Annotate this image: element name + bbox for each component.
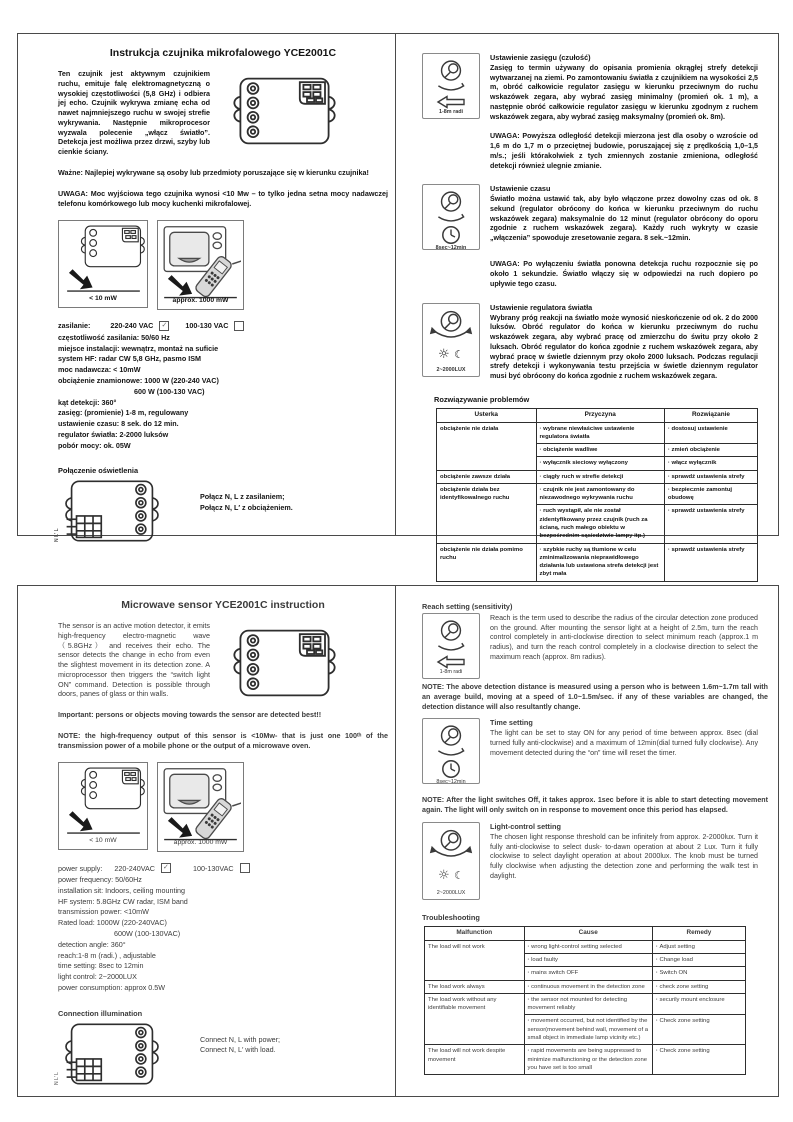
left-arrow-icon (436, 655, 466, 669)
spec-line: system HF: radar CW 5,8 GHz, pasmo ISM (58, 354, 201, 364)
figure-caption: approx. 1000 mW (172, 296, 229, 304)
connection-drawing (58, 1021, 166, 1087)
power-supply-label: zasilanie: (58, 321, 91, 331)
remedy-cell: · Switch ON (652, 967, 745, 980)
en-right-column (422, 586, 774, 1075)
remedy-cell: · włącz wyłącznik (664, 457, 757, 470)
icon-label: 8sec~12min (435, 245, 467, 252)
microwave-phone-figure (160, 765, 241, 847)
figure-high-power (157, 220, 244, 310)
spec-line: reach:1-8 m (radi.) , adjustable (58, 950, 156, 960)
column-divider (395, 34, 396, 535)
light-dial-icon (428, 827, 474, 861)
wire-labels: N L′ L (54, 528, 60, 543)
table-row (437, 470, 758, 483)
motion-arrow-icon (168, 275, 192, 296)
malfunction-cell: The load will not work despite movement (425, 1045, 525, 1075)
cause-cell: · wyłącznik sieciowy wyłączony (536, 457, 664, 470)
section-heading: Time setting (490, 718, 533, 728)
page-english (17, 585, 779, 1097)
power-output-note: UWAGA: Moc wyjściowa tego czujnika wynosi <10 Mw – to tylko jedna setna mocy nadawczej telefonu komórkowego lub mocy kuchenki mikrofalowej. (58, 188, 388, 208)
sensor-device-drawing (226, 627, 343, 699)
spec-line: ustawienie czasu: 8 sek. do 12 min. (58, 419, 179, 429)
cause-cell: · the sensor not mounted for detecting movement reliably (524, 993, 652, 1015)
section-reach (422, 613, 774, 679)
remedy-cell: · Change load (652, 954, 745, 967)
pl-left-column (54, 34, 388, 544)
connection-line-1: Connect N, L with power; (200, 1034, 281, 1044)
left-arrow-icon (436, 95, 466, 109)
light-dial-icon (428, 308, 474, 342)
section-note: UWAGA: Powyższa odległość detekcji mierzona jest dla osoby o wzroście od 1,6 m do 1,7 m o przeciętnej budowie, poruszającej się z prędkością 1,0–1,5 m/s.; jeśli którakolwiek z tych zmiennych zostanie zmieniona, odległość detekcji również ulegnie zmianie. (490, 132, 758, 170)
cause-cell: · mains switch OFF (524, 967, 652, 980)
figure-low-power (58, 762, 148, 850)
icon-label: 2~2000LUX (436, 366, 466, 373)
malfunction-cell: obciążenie nie działa (437, 422, 537, 470)
cause-cell: · wybrane niewłaściwe ustawienie regulatora światła (536, 422, 664, 444)
section-body: Zasięg to termin używany do opisania promienia okrągłej strefy detekcji wytwarzanej na ziemi. Po zamontowaniu światła z czujnikiem na wysokości 2,5 m, obróć całkowicie regulator zasięgu w kierunku przeciwnym do ruchu wskazówek zegara, aby wybrać zasięg minimalny (promień ok. 1 m), a następnie obróć całkowicie regulator zasięgu w kierunku zgodnym z ruchem wskazówek zegara, aby wybrać zasięg maksymalny (promień ok. 8m). (490, 64, 758, 121)
connection-heading: Połączenie oświetlenia (58, 466, 139, 476)
pl-right-column (422, 34, 774, 582)
power-supply-line (58, 863, 388, 873)
spec-line: kąt detekcji: 360° (58, 397, 117, 407)
spec-line: power consumption: approx 0.5W (58, 982, 166, 992)
power-output-note: NOTE: the high-frequency output of this sensor is <10Mw- that is just one 100ᵗʰ of the transmission power of a mobile phone or the output of a microwave oven. (58, 731, 388, 751)
reach-dial-icon (431, 618, 471, 654)
left-arrow-icon (436, 95, 466, 109)
reach-dial-icon (431, 189, 471, 225)
section-heading: Ustawienie regulatora światła (490, 302, 593, 312)
left-arrow-icon (436, 655, 466, 669)
cause-cell: · szybkie ruchy są tłumione w celu zminimalizowania nieprawidłowego działania lub ustawiona strefa detekcji jest zbyt mała (536, 543, 664, 581)
icon-label: 1-8m radi (439, 109, 463, 115)
cause-cell: · continuous movement in the detection zone (524, 980, 652, 993)
section-body: Wybrany próg reakcji na światło może wynosić nieskończenie od ok. 2 do 2000 luksów. Obróć regulator do końca w kierunku przeciwnym do ruchu wskazówek zegara, aby wybrać pracę od zmierzchu do świtu przy około 2 luksach. Obróć regulator do końca zgodnie z ruchem wskazówek zegara, aby wybrać pracę w świetle dziennym przy około 2000 luksach. Podczas regulacji strefy detekcji i wykonywania testu przejścia w świetle dziennym regulator musi być obrócony do końca zgodnie z ruchem wskazówek zegara. (490, 313, 758, 380)
remedy-cell: · sprawdź ustawienia strefy (664, 505, 757, 543)
icon-label: 2~2000LUX (436, 889, 466, 896)
reach-dial-icon (431, 618, 471, 654)
motion-arrow-icon (68, 811, 92, 831)
malfunction-cell: obciążenie zawsze działa (437, 470, 537, 483)
column-divider (395, 586, 396, 1096)
section-light (422, 822, 774, 900)
table-row (425, 1045, 746, 1075)
checkbox-checked-icon: ✓ (159, 321, 169, 331)
figure-caption: approx. 1000 mW (173, 839, 228, 847)
moon-icon: ☾ (454, 348, 464, 362)
remedy-cell: · check zone setting (652, 980, 745, 993)
remedy-cell: · sprawdź ustawienia strefy (664, 543, 757, 581)
remedy-cell: · securily mount enclosure (652, 993, 745, 1015)
time-dial-icon (431, 723, 471, 759)
time-icon-box (422, 718, 480, 784)
section-body: The chosen light response threshold can be infinitely from approx. 2-2000lux. Turn it fully anti-clockwise to select dusk- to-dawn operation at about 2 Lux. Turn it fully clockwise to select daylight operation at about 2000lux. The knob must be turned fully clockwise when adjusting the detection zone and performing the walk test in daylight. (490, 832, 758, 880)
section-note: NOTE: The above detection distance is measured using a person who is between 1.6m~1.7m tall with an average build, moving at a speed of 1.0~1.5m/sec. if any of these variables are changed, the detection distance will also resultantly change. (422, 683, 768, 711)
section-light (422, 303, 774, 382)
en-left-column (54, 586, 388, 1087)
spec-line: 600W (100-130VAC) (114, 928, 181, 938)
cause-cell: · load faulty (524, 954, 652, 967)
malfunction-cell: obciążenie działa bez identyfikowalnego ruchu (437, 483, 537, 543)
section-heading: Ustawienie czasu (490, 184, 551, 194)
power-supply-line (58, 321, 388, 331)
clock-icon (441, 759, 461, 779)
section-body: Światło można ustawić tak, aby było włączone przez dowolny czas od ok. 8 sekund (regulator obrócony do końca w kierunku przeciwnym do ruchu wskazówek zegara) maksymalnie do 12 minut (regulator obrócony do oporu zgodnie z ruchem wskazówek zegara). Każdy ruch wykryty w czasie „włączenia” spowoduje zresetowanie zegara. 8 sek.~12min. (490, 195, 758, 243)
malfunction-cell: The load work always (425, 980, 525, 993)
connection-figure (58, 478, 166, 544)
section-reach (422, 53, 774, 122)
spec-line: moc nadawcza: < 10mW (58, 365, 141, 375)
section-body: The light can be set to stay ON for any period of time between approx. 8sec (dial turned fully anti-clockwise) and a maximum of 12min(dial turned fully clockwise). Any movement detected during the “on” time will reset the timer. (490, 729, 758, 757)
malfunction-cell: The load will not work (425, 940, 525, 980)
troubleshooting-heading: Troubleshooting (422, 912, 480, 922)
section-time (422, 184, 774, 250)
spec-line: zasięg: (promienie) 1-8 m, regulowany (58, 408, 189, 418)
remedy-cell: · Check zone setting (652, 1015, 745, 1045)
section-heading: Light-control setting (490, 821, 561, 831)
power-option-1: 220-240VAC (114, 863, 155, 873)
figure-caption: < 10 mW (89, 294, 117, 302)
reach-dial-icon (431, 58, 471, 94)
remedy-cell: · zmień obciążenie (664, 444, 757, 457)
important-note: Important: persons or objects moving towards the sensor are detected best!! (58, 710, 322, 720)
wire-labels: N L′ L (54, 1071, 60, 1085)
cause-cell: · obciążenie wadliwe (536, 444, 664, 457)
spec-line: HF system: 5.8GHz CW radar, ISM band (58, 896, 188, 906)
figure-caption: < 10 mW (89, 837, 117, 845)
spec-list (58, 875, 388, 993)
connection-line-1: Połącz N, L z zasilaniem; (200, 492, 285, 502)
checkbox-unchecked-icon (234, 321, 244, 331)
page-title: Microwave sensor YCE2001C instruction (121, 599, 325, 611)
spec-line: power frequency: 50/60Hz (58, 875, 142, 885)
spec-line: 600 W (100-130 VAC) (134, 386, 205, 396)
connection-line-2: Połącz N, L′ z obciążeniem. (200, 503, 293, 513)
connection-heading: Connection illumination (58, 1008, 143, 1018)
reach-icon-box (422, 613, 480, 679)
spec-line: light control: 2~2000LUX (58, 972, 137, 982)
moon-icon: ☾ (454, 869, 464, 883)
connection-note (200, 492, 293, 514)
light-icon-box (422, 822, 480, 900)
clock-icon (441, 225, 461, 245)
section-note: UWAGA: Po wyłączeniu światła ponowna detekcja ruchu rozpocznie się po około 1 sekundzie. Światło włączy się w odpowiedzi na ruch dopiero po upływie tego czasu. (490, 260, 758, 288)
troubleshooting-table (424, 926, 746, 1075)
malfunction-cell: The load work without any identifiable movement (425, 993, 525, 1044)
spec-line: Rated load: 1000W (220-240VAC) (58, 918, 167, 928)
sun-icon: ☼ (438, 347, 450, 363)
reach-dial-icon (431, 723, 471, 759)
reach-icon-box (422, 53, 480, 119)
troubleshooting-heading: Rozwiązywanie problemów (434, 394, 530, 404)
column-header: Malfunction (425, 926, 525, 940)
spec-line: pobór mocy: ok. 05W (58, 440, 131, 450)
low-power-figure (61, 222, 146, 302)
sensor-device-drawing (226, 75, 343, 147)
cause-cell: · ruch wystąpił, ale nie został zidentyfikowany przez czujnik (ruch za ścianą, ruch małego obiektu w bezpośrednim sąsiedztwie lampy itp.) (536, 505, 664, 543)
motion-arrow-icon (68, 269, 92, 289)
motion-arrow-icon (168, 817, 192, 838)
table-row (425, 980, 746, 993)
sensor-device-figure (226, 75, 343, 147)
remedy-cell: · sprawdź ustawienia strefy (664, 470, 757, 483)
low-power-figure (61, 764, 146, 844)
cause-cell: · rapid movements are being suppressed to minimize malfunctioning or the detection zone you have set is too small (524, 1045, 652, 1075)
column-header: Cause (524, 926, 652, 940)
troubleshooting-table (436, 408, 758, 582)
page-polish (17, 33, 779, 578)
remedy-cell: · bezpiecznie zamontuj obudowę (664, 483, 757, 505)
table-row (425, 993, 746, 1015)
spec-line: regulator światła: 2-2000 luksów (58, 429, 169, 439)
table-row (437, 483, 758, 505)
table-row (437, 422, 758, 444)
spec-line: time setting: 8sec to 12min (58, 961, 144, 971)
clock-icon (441, 759, 461, 779)
important-note: Ważne: Najlepiej wykrywane są osoby lub przedmioty poruszające się w kierunku czujnika! (58, 168, 369, 178)
icon-label: 1-8m radi (439, 669, 463, 675)
sensor-device-figure (226, 627, 343, 699)
column-header: Usterka (437, 408, 537, 422)
malfunction-cell: obciążenie nie działa pomimo ruchu (437, 543, 537, 581)
figure-low-power (58, 220, 148, 308)
connection-figure (58, 1021, 166, 1087)
column-header: Remedy (652, 926, 745, 940)
spec-line: obciążenie znamionowe: 1000 W (220-240 VAC) (58, 375, 219, 385)
remedy-cell: · dostosuj ustawienie (664, 422, 757, 444)
section-body: Reach is the term used to describe the radius of the circular detection zone produced on the ground. After mounting the sensor light at a height of 2.5m, turn the reach control completely in anti-clockwise direction to select minimum reach (approx.1 m radius), and turn the reach control completely in a clockwise direction to select the maximum reach (approx. 8m radius). (490, 614, 758, 661)
sun-icon: ☼ (438, 868, 450, 884)
remedy-cell: · Check zone setting (652, 1045, 745, 1075)
remedy-cell: · Adjust setting (652, 940, 745, 953)
spec-line: miejsce instalacji: wewnątrz, montaż na suficie (58, 343, 219, 353)
section-heading: Ustawienie zasięgu (czułość) (490, 53, 591, 62)
microwave-phone-figure (160, 765, 241, 847)
cause-cell: · movement occurred, but not identified by the sensor(movement behind wall, movement of a small object in immediate lamp vicinity etc.) (524, 1015, 652, 1045)
icon-label: 8sec~12min (436, 779, 466, 786)
spec-list (58, 333, 388, 451)
low-power-figure (61, 222, 146, 302)
cause-cell: · czujnik nie jest zamontowany do niezawodnego wykrywania ruchu (536, 483, 664, 505)
page-title: Instrukcja czujnika mikrofalowego YCE2001C (109, 47, 337, 59)
intro-paragraph: Ten czujnik jest aktywnym czujnikiem ruchu, emituje falę elektromagnetyczną o wysokiej częstotliwości (5,8 GHz) i odbiera jej echo. Czujnik wykrywa zmianę echa od nawet najmniejszego ruchu w swojej strefie wykrywania. Następnie mikroprocesor wyzwala polecenie „włącz światło”. Detekcja jest możliwa przez drzwi, szyby lub cienkie ściany. (58, 69, 210, 157)
power-supply-label: power supply: (58, 863, 103, 873)
section-note: NOTE: After the light switches Off, it takes approx. 1sec before it is able to start detecting movement again. The light will only switch on in response to movement once this period has elapsed. (422, 796, 768, 815)
cause-cell: · wrong light-control setting selected (524, 940, 652, 953)
column-header: Przyczyna (536, 408, 664, 422)
light-dial-icon (428, 308, 474, 342)
spec-line: installation sit: Indoors, ceiling mounting (58, 885, 186, 895)
connection-note (200, 1035, 280, 1057)
cause-cell: · ciągły ruch w strefie detekcji (536, 470, 664, 483)
power-option-2: 100-130VAC (192, 863, 234, 873)
power-option-1: 220-240 VAC (110, 321, 154, 331)
section-time (422, 718, 774, 784)
spec-line: detection angle: 360° (58, 939, 126, 949)
spec-line: częstotliwość zasilania: 50/60 Hz (58, 332, 170, 342)
time-icon-box (422, 184, 480, 250)
table-row (425, 940, 746, 953)
intro-paragraph: The sensor is an active motion detector, it emits high-frequency electro-magnetic wave （5.8GHz） and receives their echo. The sensor detects the change in echo from even the slightest movement in its detection zone. A microprocessor then triggers the “switch light ON” command. Detection is possible through doors, panes of glass or thin walls. (58, 621, 210, 699)
light-icon-box (422, 303, 480, 377)
column-header: Rozwiązanie (664, 408, 757, 422)
checkbox-checked-icon: ✓ (161, 863, 171, 873)
spec-line: transmission power: <10mW (58, 907, 149, 917)
connection-drawing (58, 478, 166, 544)
clock-icon (441, 225, 461, 245)
power-option-2: 100-130 VAC (185, 321, 229, 331)
microwave-phone-figure (160, 223, 241, 305)
reach-dial-icon (431, 58, 471, 94)
section-heading: Reach setting (sensitivity) (422, 602, 513, 611)
connection-line-2: Connect N, L′ with load. (200, 1045, 276, 1055)
low-power-figure (61, 764, 146, 844)
microwave-phone-figure (160, 223, 241, 305)
checkbox-unchecked-icon (240, 863, 250, 873)
light-dial-icon (428, 827, 474, 861)
figure-high-power (157, 762, 244, 852)
table-row (437, 543, 758, 581)
time-dial-icon (431, 189, 471, 225)
